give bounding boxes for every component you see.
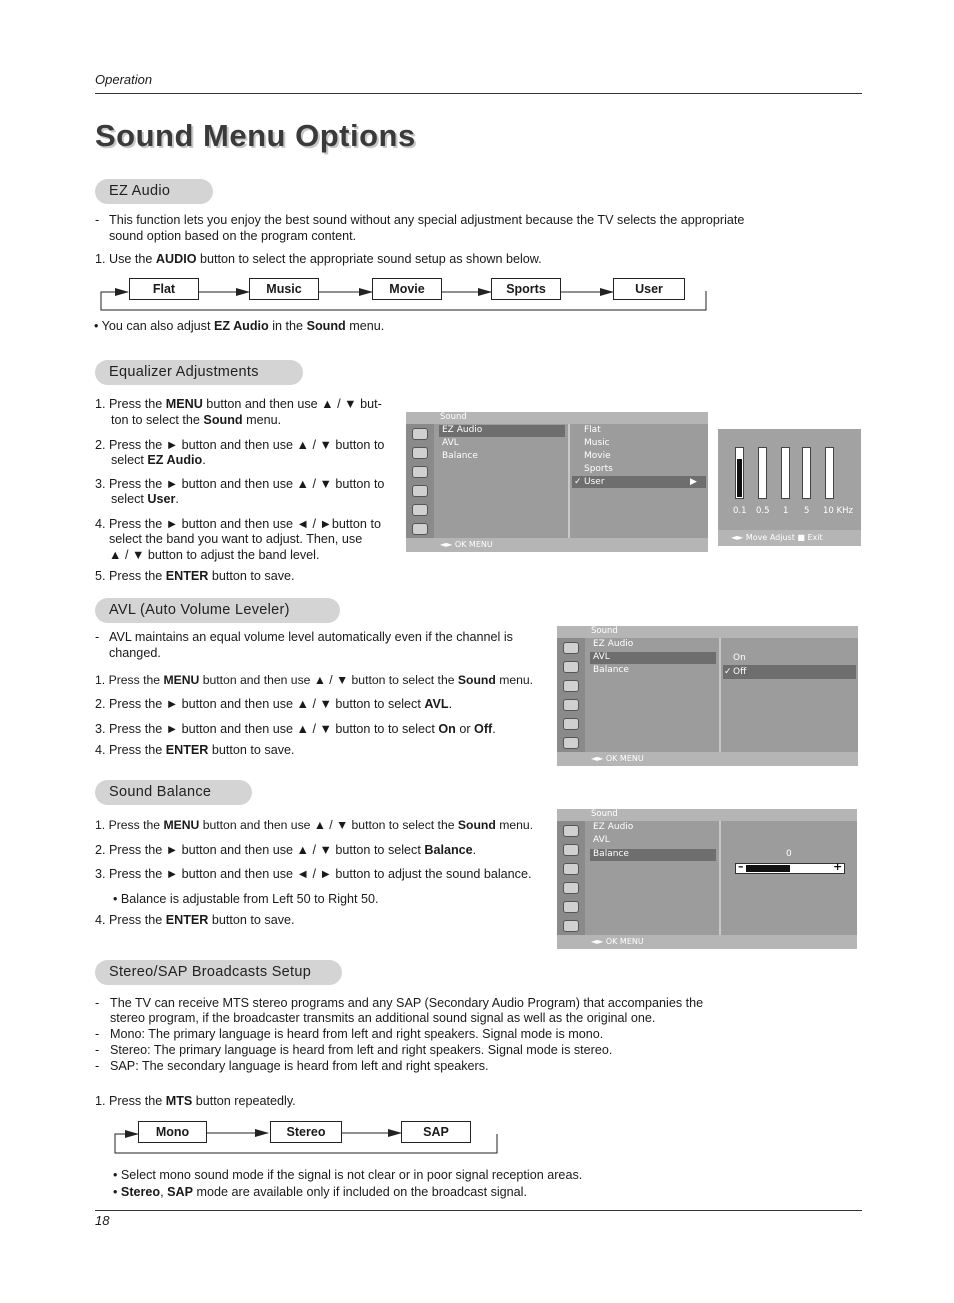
balance-value: 0	[786, 849, 792, 859]
avl-step-1	[95, 672, 533, 688]
stereo-heading: Stereo/SAP Broadcasts Setup	[95, 960, 342, 985]
option-icon	[563, 718, 579, 730]
time-icon	[412, 485, 428, 497]
t: MTS	[165, 1094, 193, 1108]
t: mode are available only if included on the broadcast signal.	[193, 1185, 527, 1199]
balance-note: • Balance is adjustable from Left 50 to Right 50.	[113, 892, 379, 906]
t: Stereo	[120, 1185, 161, 1199]
t: .	[175, 492, 179, 506]
t: User	[147, 492, 176, 506]
stereo-step-1	[95, 1093, 296, 1109]
t: button to save.	[208, 569, 295, 583]
t: Sound	[457, 673, 496, 687]
osd-footer-text: ◄► OK MENU	[591, 754, 644, 763]
eq-step-4c: ▲ / ▼ button to adjust the band level.	[109, 548, 320, 562]
eq-step-4: 4. Press the ► button and then use ◄ / ►button to	[95, 517, 381, 531]
t: MENU	[165, 397, 203, 411]
flow-sports: Sports	[491, 278, 561, 300]
t: or	[455, 722, 475, 736]
option-icon	[412, 504, 428, 516]
step-text: button to select the appropriate sound setup as shown below.	[196, 252, 542, 266]
t: 1.	[95, 673, 106, 687]
picture-icon	[563, 825, 579, 837]
plus-icon: +	[833, 860, 843, 873]
flow-stereo: Stereo	[270, 1121, 342, 1143]
sound-osd-balance	[557, 809, 857, 949]
osd-icon-column	[406, 424, 434, 538]
eq-step-1	[95, 396, 382, 412]
stereo-note-1: • Select mono sound mode if the signal is not clear or in poor signal reception areas.	[113, 1168, 583, 1182]
page-number: 18	[95, 1213, 110, 1228]
eq-band-fill	[783, 478, 788, 497]
equalizer-heading: Equalizer Adjustments	[95, 360, 303, 385]
t: .	[492, 722, 496, 736]
flow-user: User	[613, 278, 685, 300]
eq-band-fill	[827, 478, 832, 497]
eq-step-1b	[111, 412, 281, 428]
flow-flat: Flat	[129, 278, 199, 300]
osd-item-balance[interactable]: Balance	[593, 665, 629, 675]
avl-desc-2: changed.	[109, 646, 161, 660]
sound-osd-ez-audio	[406, 412, 708, 552]
t: ENTER	[165, 743, 209, 757]
t: menu.	[495, 673, 534, 687]
osd-option-movie[interactable]: Movie	[584, 451, 611, 461]
t: SAP	[167, 1185, 194, 1199]
eq-step-3b	[111, 491, 179, 507]
footer-rule	[95, 1210, 862, 1211]
eq-footer-text: ◄► Move Adjust ■ Exit	[731, 533, 823, 542]
eq-step-5	[95, 568, 295, 584]
setup-icon	[563, 737, 579, 749]
ez-audio-step-1	[95, 251, 542, 267]
t: ENTER	[165, 913, 209, 927]
osd-option-music[interactable]: Music	[584, 438, 610, 448]
ez-audio-heading: EZ Audio	[95, 179, 213, 204]
t: Press the	[109, 397, 166, 411]
stereo-dash: -	[95, 1043, 100, 1057]
header-rule	[95, 93, 862, 94]
osd-title: Sound	[591, 809, 618, 819]
flow-movie: Movie	[372, 278, 442, 300]
osd-footer-text: ◄► OK MENU	[591, 937, 644, 946]
t: .	[202, 453, 206, 467]
eq-footer	[718, 530, 861, 546]
t: ,	[160, 1185, 168, 1199]
avl-heading: AVL (Auto Volume Leveler)	[95, 598, 340, 623]
check-icon: ✓	[724, 667, 732, 677]
avl-step-3	[95, 721, 496, 737]
t: button and then use ▲ / ▼ button to select the	[199, 673, 458, 687]
osd-submenu	[719, 638, 858, 752]
avl-desc-1: AVL maintains an equal volume level automatically even if the channel is	[109, 630, 513, 644]
osd-item-balance[interactable]: Balance	[442, 451, 478, 461]
right-arrow-icon: ▶	[690, 477, 697, 487]
t: button repeatedly.	[192, 1094, 296, 1108]
osd-footer	[557, 752, 858, 766]
stereo-desc-4: SAP: The secondary language is heard from left and right speakers.	[110, 1059, 489, 1073]
osd-title-bar	[557, 626, 858, 638]
balance-step-2	[95, 842, 476, 858]
stereo-desc-3: Stereo: The primary language is heard from left and right speakers. Signal mode is stereo.	[110, 1043, 613, 1057]
osd-icon-column	[557, 638, 585, 752]
t: Balance	[424, 843, 473, 857]
osd-item-balance[interactable]: Balance	[593, 849, 629, 859]
picture-icon	[412, 428, 428, 440]
balance-slider[interactable]	[735, 863, 845, 874]
setup-icon	[563, 920, 579, 932]
avl-dash: -	[95, 630, 100, 644]
t: Press the	[108, 673, 164, 687]
note-text: menu.	[345, 319, 385, 333]
t: Press the	[108, 818, 164, 832]
eq-band-fill	[760, 478, 765, 497]
sound-icon	[563, 863, 579, 875]
osd-item-avl[interactable]: AVL	[593, 835, 610, 845]
osd-item-ez-audio[interactable]: EZ Audio	[593, 639, 634, 649]
ez-audio-desc-1: This function lets you enjoy the best sound without any special adjustment because the TV selects the appropriate	[109, 213, 745, 227]
flow-music: Music	[249, 278, 319, 300]
osd-item-avl[interactable]: AVL	[442, 438, 459, 448]
flow-mono: Mono	[138, 1121, 207, 1143]
eq-step-3: 3. Press the ► button and then use ▲ / ▼ button to	[95, 477, 385, 491]
t: •	[113, 1185, 121, 1199]
t: On	[438, 722, 456, 736]
ez-audio-desc-2: sound option based on the program content.	[109, 229, 357, 243]
balance-step-1	[95, 817, 533, 833]
osd-option-user[interactable]: User	[584, 477, 605, 487]
osd-option-flat[interactable]: Flat	[584, 425, 601, 435]
t: 2. Press the ► button and then use ▲ / ▼ button to select	[95, 697, 425, 711]
note-text: • You can also adjust	[94, 319, 214, 333]
ez-audio-dash: -	[95, 213, 100, 227]
t: select	[111, 453, 148, 467]
balance-step-4	[95, 912, 295, 928]
t: AVL	[424, 697, 449, 711]
eq-band-label: 10 KHz	[823, 506, 853, 516]
eq-band-bar[interactable]	[825, 447, 834, 499]
t: ton to select the	[111, 413, 204, 427]
page-title: Sound Menu Options	[95, 118, 416, 153]
osd-title: Sound	[591, 626, 618, 636]
t: .	[472, 843, 477, 857]
check-icon: ✓	[574, 477, 582, 487]
t: button and then use ▲ / ▼ but-	[202, 397, 382, 411]
note-text: in the	[268, 319, 307, 333]
t: 4. Press the	[95, 913, 166, 927]
step-text: 1. Use the	[95, 252, 156, 266]
t: Sound	[457, 818, 496, 832]
stereo-desc-2: Mono: The primary language is heard from left and right speakers. Signal mode is mono.	[110, 1027, 604, 1041]
t: .	[448, 697, 453, 711]
balance-step-3: 3. Press the ► button and then use ◄ / ► button to adjust the sound balance.	[95, 867, 532, 881]
sound-icon	[563, 680, 579, 692]
osd-submenu	[568, 424, 708, 538]
t: Sound	[203, 413, 243, 427]
t: Off	[474, 722, 493, 736]
eq-step-2: 2. Press the ► button and then use ▲ / ▼ button to	[95, 438, 385, 452]
stereo-note-2	[113, 1184, 527, 1200]
time-icon	[563, 882, 579, 894]
eq-band-label: 5	[804, 506, 810, 516]
eq-band-bar[interactable]	[802, 447, 811, 499]
eq-band-label: 1	[783, 506, 789, 516]
stereo-dash: -	[95, 1059, 100, 1073]
t: ENTER	[165, 569, 209, 583]
eq-band-label: 0.5	[756, 506, 770, 516]
sound-osd-avl	[557, 626, 858, 766]
time-icon	[563, 699, 579, 711]
audio-button-name: AUDIO	[155, 252, 197, 266]
t: button to save.	[208, 913, 295, 927]
osd-menu-list	[436, 424, 568, 538]
t: menu.	[242, 413, 282, 427]
screen-icon	[563, 844, 579, 856]
osd-icon-column	[557, 821, 585, 935]
osd-footer	[557, 935, 857, 949]
setup-icon	[412, 523, 428, 535]
osd-item-ez-audio[interactable]: EZ Audio	[593, 822, 634, 832]
t: 3. Press the ► button and then use ▲ / ▼ button to to select	[95, 722, 439, 736]
eq-band-bar[interactable]	[758, 447, 767, 499]
osd-menu-list	[587, 821, 719, 935]
osd-option-off[interactable]: Off	[733, 667, 747, 677]
osd-menu-list	[587, 638, 719, 752]
eq-band-label: 0.1	[733, 506, 747, 516]
t: 1.	[95, 397, 106, 411]
avl-step-2	[95, 696, 452, 712]
note-bold: Sound	[306, 319, 346, 333]
avl-step-4	[95, 742, 295, 758]
eq-step-4b: select the band you want to adjust. Then, use	[109, 532, 363, 546]
t: 4. Press the	[95, 743, 166, 757]
osd-title-bar	[406, 412, 708, 424]
t: EZ Audio	[147, 453, 203, 467]
t: 2. Press the ► button and then use ▲ / ▼ button to select	[95, 843, 425, 857]
t: 1. Press the	[95, 1094, 166, 1108]
stereo-dash: -	[95, 996, 100, 1010]
osd-title: Sound	[440, 412, 467, 422]
osd-option-on[interactable]: On	[733, 653, 746, 663]
t: MENU	[163, 673, 200, 687]
t: MENU	[163, 818, 200, 832]
eq-band-bar[interactable]	[735, 447, 744, 499]
t: 1.	[95, 818, 106, 832]
t: menu.	[495, 818, 534, 832]
equalizer-panel	[718, 429, 861, 546]
osd-item-avl[interactable]: AVL	[593, 652, 610, 662]
flow-sap: SAP	[401, 1121, 471, 1143]
ez-audio-note	[94, 318, 384, 334]
balance-heading: Sound Balance	[95, 780, 252, 805]
osd-title-bar	[557, 809, 857, 821]
osd-option-sports[interactable]: Sports	[584, 464, 613, 474]
t: button to save.	[208, 743, 295, 757]
screen-icon	[563, 661, 579, 673]
option-icon	[563, 901, 579, 913]
osd-submenu	[719, 821, 857, 935]
stereo-desc-1: The TV can receive MTS stereo programs and any SAP (Secondary Audio Program) that accompanies the	[110, 996, 704, 1010]
balance-slider-fill	[746, 865, 790, 872]
osd-item-ez-audio[interactable]: EZ Audio	[442, 425, 483, 435]
t: 5. Press the	[95, 569, 166, 583]
eq-band-fill	[737, 459, 742, 497]
eq-step-2b	[111, 452, 206, 468]
osd-footer	[406, 538, 708, 552]
sound-icon	[412, 466, 428, 478]
section-label: Operation	[95, 72, 153, 87]
picture-icon	[563, 642, 579, 654]
stereo-desc-1b: stereo program, if the broadcaster transmits an additional sound signal as well as the original one.	[110, 1011, 656, 1025]
screen-icon	[412, 447, 428, 459]
note-bold: EZ Audio	[213, 319, 269, 333]
stereo-dash: -	[95, 1027, 100, 1041]
osd-footer-text: ◄► OK MENU	[440, 540, 493, 549]
t: button and then use ▲ / ▼ button to select the	[199, 818, 458, 832]
minus-icon: –	[738, 860, 744, 873]
eq-band-bar[interactable]	[781, 447, 790, 499]
eq-band-fill	[804, 478, 809, 497]
t: select	[111, 492, 148, 506]
